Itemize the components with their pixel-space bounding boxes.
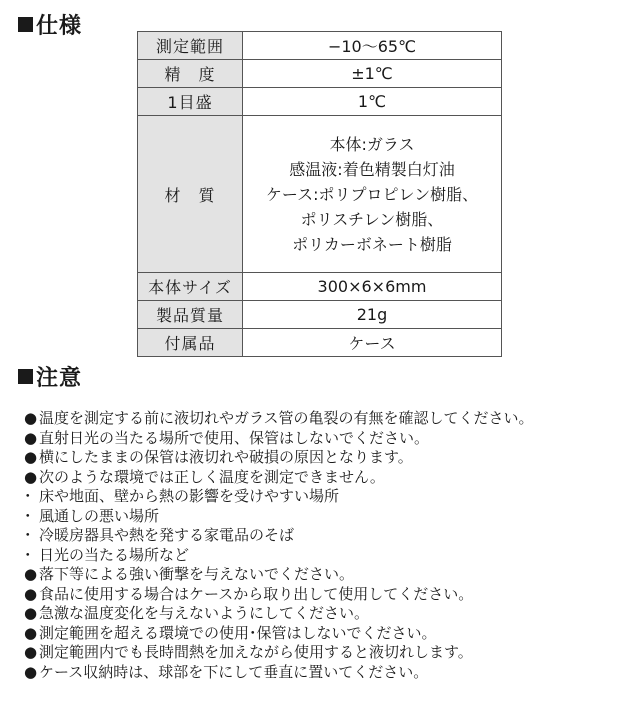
dot-icon: ･ xyxy=(24,526,32,544)
spec-label: 測定範囲 xyxy=(138,32,243,60)
caution-text: 日光の当たる場所など xyxy=(39,545,190,564)
caution-text: 横にしたままの保管は液切れや破損の原因となります。 xyxy=(39,448,413,466)
material-line: 本体:ガラス xyxy=(329,134,415,154)
spec-row-range xyxy=(138,32,502,60)
caution-subitem xyxy=(24,507,534,527)
spec-value: 21g xyxy=(243,301,502,329)
caution-item xyxy=(24,409,534,429)
bullet-icon: ● xyxy=(24,428,38,447)
caution-item xyxy=(24,429,534,449)
bullet-icon: ● xyxy=(24,584,38,603)
spec-value: ケース xyxy=(243,329,502,357)
caution-item xyxy=(24,604,534,624)
square-bullet-icon xyxy=(18,17,33,32)
dot-icon: ･ xyxy=(24,545,32,564)
caution-heading-text: 注意 xyxy=(36,366,83,391)
spec-value: −10〜65℃ xyxy=(243,32,502,60)
caution-subitem xyxy=(24,487,534,507)
bullet-icon: ● xyxy=(24,409,38,427)
bullet-icon: ● xyxy=(24,623,38,642)
spec-value: 1℃ xyxy=(243,88,502,116)
spec-label: 精 度 xyxy=(138,60,243,88)
dot-icon: ･ xyxy=(24,506,32,525)
bullet-icon: ● xyxy=(24,662,38,681)
caution-item xyxy=(24,643,534,663)
spec-label: 製品質量 xyxy=(138,301,243,329)
material-line: 感温液:着色精製白灯油 xyxy=(289,159,455,179)
material-line: ポリカーボネート樹脂 xyxy=(292,234,452,254)
caution-text: 急激な温度変化を与えないようにしてください。 xyxy=(39,604,370,622)
dot-icon: ･ xyxy=(24,487,32,505)
spec-label: 本体サイズ xyxy=(138,273,243,301)
spec-row-graduation xyxy=(138,88,502,116)
caution-text: 次のような環境では正しく温度を測定できません。 xyxy=(39,467,385,486)
caution-text: 測定範囲を超える環境での使用･保管はしないでください。 xyxy=(39,623,437,642)
caution-item xyxy=(24,624,534,644)
spec-row-weight xyxy=(138,301,502,329)
caution-text: 測定範囲内でも長時間熱を加えながら使用すると液切れします。 xyxy=(39,643,473,661)
caution-item xyxy=(24,468,534,488)
caution-subitem xyxy=(24,526,534,546)
caution-text: 落下等による強い衝撃を与えないでください。 xyxy=(39,565,355,583)
caution-text: 風通しの悪い場所 xyxy=(39,506,160,525)
bullet-icon: ● xyxy=(24,448,38,466)
spec-table xyxy=(137,31,502,357)
caution-text: 直射日光の当たる場所で使用、保管はしないでください。 xyxy=(39,428,430,447)
caution-subitem xyxy=(24,546,534,566)
spec-row-material xyxy=(138,116,502,273)
spec-row-accessory xyxy=(138,329,502,357)
bullet-icon: ● xyxy=(24,467,38,486)
caution-item xyxy=(24,585,534,605)
spec-label: 1目盛 xyxy=(138,88,243,116)
spec-value: 300×6×6mm xyxy=(243,273,502,301)
caution-item xyxy=(24,565,534,585)
spec-label: 材 質 xyxy=(138,116,243,273)
bullet-icon: ● xyxy=(24,604,38,622)
spec-heading xyxy=(18,9,82,40)
spec-row-size xyxy=(138,273,502,301)
spec-value-material xyxy=(243,116,502,273)
caution-text: 食品に使用する場合はケースから取り出して使用してください。 xyxy=(39,584,474,603)
bullet-icon: ● xyxy=(24,565,38,583)
caution-item xyxy=(24,448,534,468)
spec-value: ±1℃ xyxy=(243,60,502,88)
caution-text: ケース収納時は、球部を下にして垂直に置いてください。 xyxy=(39,662,429,681)
caution-text: 温度を測定する前に液切れやガラス管の亀裂の有無を確認してください。 xyxy=(39,409,534,427)
square-bullet-icon xyxy=(18,369,33,384)
caution-text: 冷暖房器具や熱を発する家電品のそば xyxy=(39,526,295,544)
bullet-icon: ● xyxy=(24,643,38,661)
spec-heading-text: 仕様 xyxy=(36,14,83,39)
material-line: ポリスチレン樹脂、 xyxy=(300,209,444,229)
caution-text: 床や地面、壁から熱の影響を受けやすい場所 xyxy=(39,487,340,505)
material-line: ケース:ポリプロピレン樹脂、 xyxy=(265,184,479,204)
spec-label: 付属品 xyxy=(138,329,243,357)
caution-list xyxy=(24,409,534,682)
caution-heading xyxy=(18,361,82,392)
caution-item xyxy=(24,663,534,683)
spec-row-accuracy xyxy=(138,60,502,88)
